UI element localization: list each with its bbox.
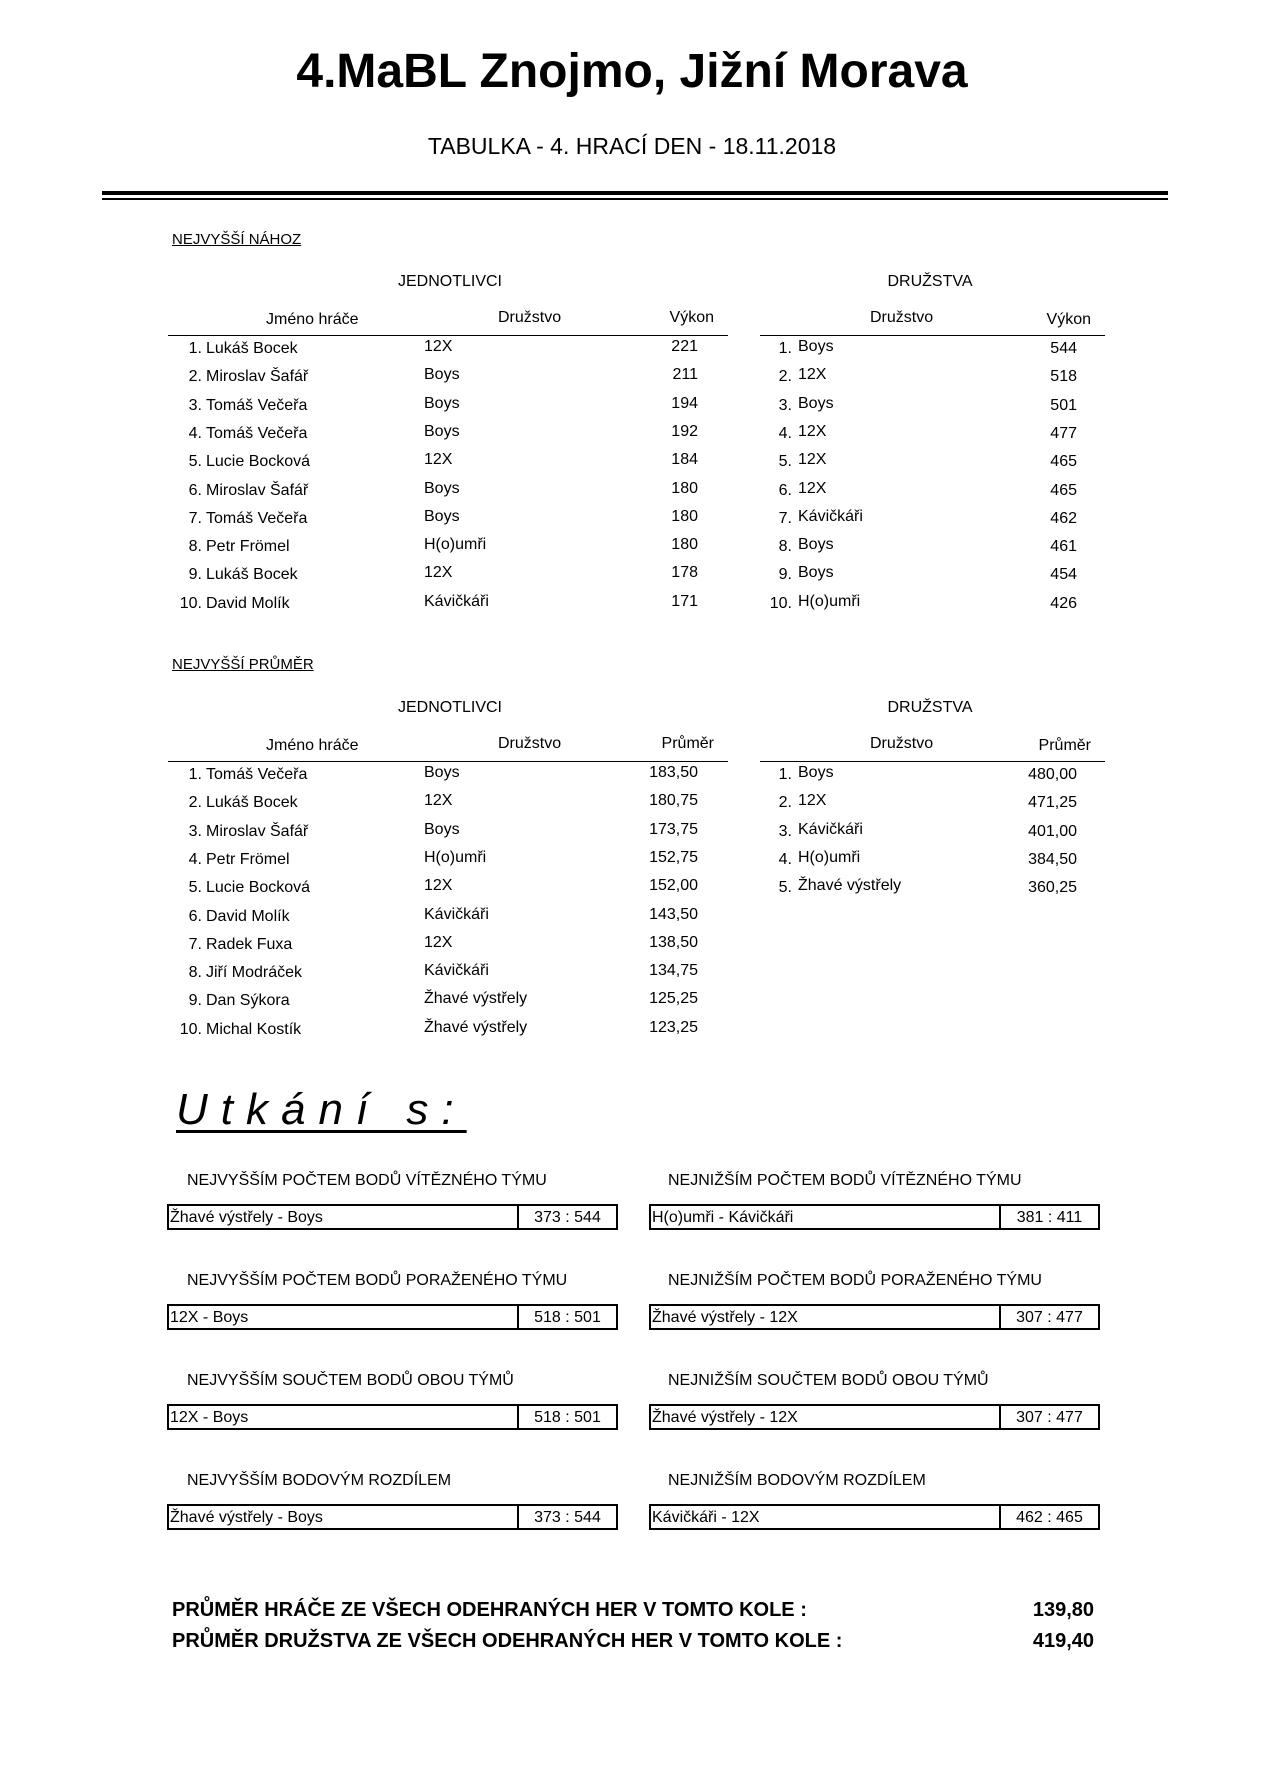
match-result-box	[167, 1504, 618, 1530]
player-average-value: 139,80	[1032, 1599, 1094, 1621]
team-name: Žhavé výstřely	[798, 877, 902, 895]
row-rank: 1.	[188, 766, 202, 783]
player-name: David Molík	[206, 907, 290, 925]
row-rank: 10.	[179, 594, 202, 612]
row-rank: 7.	[188, 935, 202, 953]
row-value: 152,75	[649, 848, 698, 866]
row-rank: 6.	[778, 481, 792, 499]
table-row	[168, 820, 728, 851]
match-category-label: NEJNIŽŠÍM SOUČTEM BODŮ OBOU TÝMŮ	[668, 1372, 989, 1389]
highest-throw-individuals-label: JEDNOTLIVCI	[397, 273, 502, 290]
match-score: 518 : 501	[517, 1406, 616, 1428]
row-rank: 1.	[778, 340, 792, 357]
row-value: 454	[1050, 566, 1077, 584]
table-row	[168, 879, 728, 907]
team-name: Kávičkáři	[424, 905, 489, 923]
row-rank: 2.	[778, 794, 792, 812]
table-row	[168, 905, 728, 936]
row-rank: 5.	[188, 879, 202, 897]
player-name: Tomáš Večeřa	[206, 424, 308, 442]
matches-heading: Utkání s:	[176, 1085, 467, 1134]
player-name: Miroslav Šafář	[206, 822, 309, 840]
table-row	[168, 394, 728, 425]
row-rank: 8.	[778, 538, 792, 556]
table-row	[760, 422, 1105, 453]
table-header	[760, 309, 1105, 336]
table-row	[760, 340, 1105, 368]
match-score: 373 : 544	[517, 1506, 616, 1528]
highest-average-teams-label: DRUŽSTVA	[887, 699, 973, 716]
row-value: 518	[1050, 368, 1077, 386]
table-row	[760, 394, 1105, 425]
row-value: 462	[1050, 509, 1077, 527]
row-rank: 10.	[769, 594, 792, 612]
row-rank: 4.	[188, 850, 202, 868]
row-value: 180	[671, 507, 698, 525]
player-name: David Molík	[206, 594, 290, 612]
team-name: H(o)umři	[798, 592, 861, 610]
team-name: Boys	[798, 536, 834, 554]
team-name: 12X	[424, 792, 453, 810]
table-row	[760, 368, 1105, 396]
table-header	[760, 735, 1105, 762]
team-name: Boys	[798, 764, 834, 781]
row-rank: 1.	[188, 340, 202, 357]
highest-average-teams-table	[760, 735, 1105, 905]
team-name: Kávičkáři	[798, 507, 863, 525]
column-header-name: Jméno hráče	[266, 311, 359, 328]
row-rank: 4.	[188, 424, 202, 442]
match-teams: Žhavé výstřely - 12X	[652, 1309, 798, 1326]
player-average-label: PRŮMĚR HRÁČE ZE VŠECH ODEHRANÝCH HER V TOMTO KOLE :	[172, 1599, 807, 1621]
team-name: Boys	[424, 366, 460, 384]
table-row	[168, 964, 728, 992]
player-name: Tomáš Večeřa	[206, 396, 308, 414]
table-row	[168, 340, 728, 368]
team-name: Boys	[424, 764, 460, 781]
row-value: 125,25	[649, 990, 698, 1008]
team-name: 12X	[424, 877, 453, 895]
row-rank: 3.	[778, 396, 792, 414]
match-result-box	[167, 1404, 618, 1430]
row-value: 501	[1050, 396, 1077, 414]
match-score: 307 : 477	[999, 1406, 1098, 1428]
table-row	[760, 566, 1105, 594]
match-category-label: NEJVYŠŠÍM POČTEM BODŮ PORAŽENÉHO TÝMU	[187, 1272, 568, 1289]
player-name: Lukáš Bocek	[206, 794, 298, 812]
row-rank: 4.	[778, 424, 792, 442]
team-name: H(o)umři	[424, 848, 487, 866]
match-category-label: NEJNIŽŠÍM POČTEM BODŮ PORAŽENÉHO TÝMU	[668, 1272, 1042, 1289]
table-row	[168, 992, 728, 1020]
team-name: 12X	[424, 338, 453, 355]
match-teams: 12X - Boys	[170, 1309, 249, 1326]
team-average-summary	[172, 1630, 1094, 1653]
table-row	[760, 453, 1105, 481]
table-row	[760, 507, 1105, 538]
highest-throw-teams-label: DRUŽSTVA	[887, 273, 973, 290]
row-rank: 7.	[778, 509, 792, 527]
row-value: 194	[671, 394, 698, 412]
match-result-box	[649, 1204, 1100, 1230]
table-row	[168, 538, 728, 566]
player-name: Tomáš Večeřa	[206, 509, 308, 527]
row-value: 192	[671, 422, 698, 440]
match-teams: Žhavé výstřely - 12X	[652, 1409, 798, 1426]
match-score: 307 : 477	[999, 1306, 1098, 1328]
column-header-team: Družstvo	[870, 735, 934, 752]
row-rank: 6.	[188, 907, 202, 925]
row-rank: 8.	[188, 538, 202, 556]
row-rank: 6.	[188, 481, 202, 499]
table-row	[760, 848, 1105, 879]
table-row	[760, 592, 1105, 623]
table-header	[168, 735, 728, 762]
match-category-label: NEJVYŠŠÍM POČTEM BODŮ VÍTĚZNÉHO TÝMU	[187, 1172, 547, 1189]
column-header-team: Družstvo	[498, 735, 562, 752]
row-rank: 9.	[778, 566, 792, 584]
column-header-name: Jméno hráče	[266, 737, 359, 754]
row-value: 465	[1050, 453, 1077, 471]
table-row	[168, 507, 728, 538]
team-average-label: PRŮMĚR DRUŽSTVA ZE VŠECH ODEHRANÝCH HER V TOMTO KOLE :	[172, 1630, 843, 1652]
team-name: 12X	[798, 479, 827, 497]
table-row	[168, 566, 728, 594]
match-category-label: NEJNIŽŠÍM BODOVÝM ROZDÍLEM	[668, 1472, 926, 1489]
section-highest-throw-label: NEJVYŠŠÍ NÁHOZ	[172, 231, 302, 248]
team-name: 12X	[798, 792, 827, 810]
highest-throw-teams-table	[760, 309, 1105, 619]
row-value: 180	[671, 536, 698, 554]
team-name: Boys	[424, 507, 460, 525]
header-divider-thin	[102, 198, 1168, 200]
row-value: 544	[1050, 340, 1077, 357]
row-value: 211	[672, 366, 698, 384]
table-row	[168, 422, 728, 453]
table-header	[168, 309, 728, 336]
team-name: 12X	[798, 422, 827, 440]
column-header-team: Družstvo	[498, 309, 562, 326]
table-row	[760, 879, 1105, 907]
row-value: 477	[1050, 424, 1077, 442]
row-value: 471,25	[1028, 794, 1077, 812]
team-name: Boys	[424, 479, 460, 497]
row-value: 221	[671, 338, 698, 355]
column-header-team: Družstvo	[870, 309, 934, 326]
table-row	[168, 1018, 728, 1049]
table-row	[168, 933, 728, 964]
row-value: 184	[671, 451, 698, 469]
table-row	[168, 453, 728, 481]
team-name: Žhavé výstřely	[424, 990, 528, 1008]
player-name: Petr Frömel	[206, 538, 290, 556]
column-header-value: Průměr	[1038, 737, 1091, 754]
row-rank: 9.	[188, 992, 202, 1010]
team-name: Žhavé výstřely	[424, 1018, 528, 1036]
team-name: 12X	[798, 451, 827, 469]
row-value: 173,75	[649, 820, 698, 838]
row-value: 171	[671, 592, 698, 610]
row-value: 384,50	[1028, 850, 1077, 868]
player-name: Michal Kostík	[206, 1020, 302, 1038]
column-header-value: Výkon	[1046, 311, 1091, 328]
table-row	[760, 794, 1105, 822]
header-divider-thick	[102, 191, 1168, 195]
team-average-value: 419,40	[1032, 1630, 1094, 1652]
player-average-summary	[172, 1599, 1094, 1622]
table-row	[760, 538, 1105, 566]
row-rank: 4.	[778, 850, 792, 868]
player-name: Jiří Modráček	[206, 964, 303, 982]
row-rank: 5.	[778, 453, 792, 471]
highest-throw-individuals-table	[168, 309, 728, 619]
highest-average-individuals-label: JEDNOTLIVCI	[397, 699, 502, 716]
team-name: Boys	[798, 394, 834, 412]
table-row	[168, 368, 728, 396]
match-category-label: NEJNIŽŠÍM POČTEM BODŮ VÍTĚZNÉHO TÝMU	[668, 1172, 1022, 1189]
table-row	[168, 848, 728, 879]
row-value: 461	[1050, 538, 1077, 556]
row-rank: 5.	[188, 453, 202, 471]
row-value: 180	[671, 479, 698, 497]
row-value: 178	[671, 564, 698, 582]
row-rank: 2.	[188, 794, 202, 812]
table-row	[168, 766, 728, 794]
row-value: 143,50	[649, 905, 698, 923]
player-name: Lucie Bocková	[206, 453, 311, 471]
row-rank: 7.	[188, 509, 202, 527]
team-name: Kávičkáři	[798, 820, 863, 838]
team-name: H(o)umři	[798, 848, 861, 866]
document-subtitle: TABULKA - 4. HRACÍ DEN - 18.11.2018	[427, 133, 837, 159]
row-rank: 2.	[778, 368, 792, 386]
row-rank: 5.	[778, 879, 792, 897]
row-value: 426	[1050, 594, 1077, 612]
match-teams: Kávičkáři - 12X	[652, 1509, 760, 1526]
column-header-value: Průměr	[661, 735, 714, 752]
team-name: Boys	[424, 394, 460, 412]
match-teams: 12X - Boys	[170, 1409, 249, 1426]
team-name: H(o)umři	[424, 536, 487, 554]
row-rank: 3.	[188, 822, 202, 840]
table-row	[760, 766, 1105, 794]
table-row	[760, 820, 1105, 851]
team-name: Boys	[424, 820, 460, 838]
row-value: 480,00	[1028, 766, 1077, 783]
row-value: 123,25	[649, 1018, 698, 1036]
team-name: Kávičkáři	[424, 592, 489, 610]
team-name: Kávičkáři	[424, 962, 489, 980]
row-value: 183,50	[649, 764, 698, 781]
row-value: 138,50	[649, 933, 698, 951]
table-row	[760, 479, 1105, 510]
team-name: Boys	[424, 422, 460, 440]
match-teams: Žhavé výstřely - Boys	[170, 1209, 323, 1226]
team-name: Boys	[798, 564, 834, 582]
row-rank: 10.	[179, 1020, 202, 1038]
table-row	[168, 794, 728, 822]
section-highest-average-label: NEJVYŠŠÍ PRŮMĚR	[172, 656, 314, 673]
row-value: 401,00	[1028, 822, 1077, 840]
row-rank: 2.	[188, 368, 202, 386]
player-name: Petr Frömel	[206, 850, 290, 868]
player-name: Tomáš Večeřa	[206, 766, 308, 783]
player-name: Lukáš Bocek	[206, 566, 298, 584]
match-result-box	[649, 1304, 1100, 1330]
match-score: 462 : 465	[999, 1506, 1098, 1528]
row-rank: 9.	[188, 566, 202, 584]
match-teams: H(o)umři - Kávičkáři	[652, 1209, 794, 1226]
match-category-label: NEJVYŠŠÍM BODOVÝM ROZDÍLEM	[187, 1472, 452, 1489]
row-rank: 8.	[188, 964, 202, 982]
match-score: 381 : 411	[999, 1206, 1098, 1228]
match-result-box	[167, 1304, 618, 1330]
row-rank: 3.	[778, 822, 792, 840]
match-category-label: NEJVYŠŠÍM SOUČTEM BODŮ OBOU TÝMŮ	[187, 1372, 514, 1389]
table-row	[168, 479, 728, 510]
row-rank: 1.	[778, 766, 792, 783]
document-title: 4.MaBL Znojmo, Jižní Morava	[296, 45, 968, 98]
player-name: Lukáš Bocek	[206, 340, 298, 357]
team-name: 12X	[798, 366, 827, 384]
team-name: 12X	[424, 564, 453, 582]
table-row	[168, 592, 728, 623]
player-name: Radek Fuxa	[206, 935, 293, 953]
row-value: 360,25	[1028, 879, 1077, 897]
row-rank: 3.	[188, 396, 202, 414]
highest-average-individuals-table	[168, 735, 728, 1045]
row-value: 134,75	[649, 962, 698, 980]
match-score: 373 : 544	[517, 1206, 616, 1228]
player-name: Miroslav Šafář	[206, 368, 309, 386]
row-value: 180,75	[649, 792, 698, 810]
match-teams: Žhavé výstřely - Boys	[170, 1509, 323, 1526]
team-name: 12X	[424, 451, 453, 469]
player-name: Lucie Bocková	[206, 879, 311, 897]
match-result-box	[649, 1404, 1100, 1430]
match-result-box	[649, 1504, 1100, 1530]
player-name: Miroslav Šafář	[206, 481, 309, 499]
row-value: 152,00	[649, 877, 698, 895]
team-name: Boys	[798, 338, 834, 355]
row-value: 465	[1050, 481, 1077, 499]
match-result-box	[167, 1204, 618, 1230]
player-name: Dan Sýkora	[206, 992, 290, 1010]
column-header-value: Výkon	[669, 309, 714, 326]
match-score: 518 : 501	[517, 1306, 616, 1328]
team-name: 12X	[424, 933, 453, 951]
